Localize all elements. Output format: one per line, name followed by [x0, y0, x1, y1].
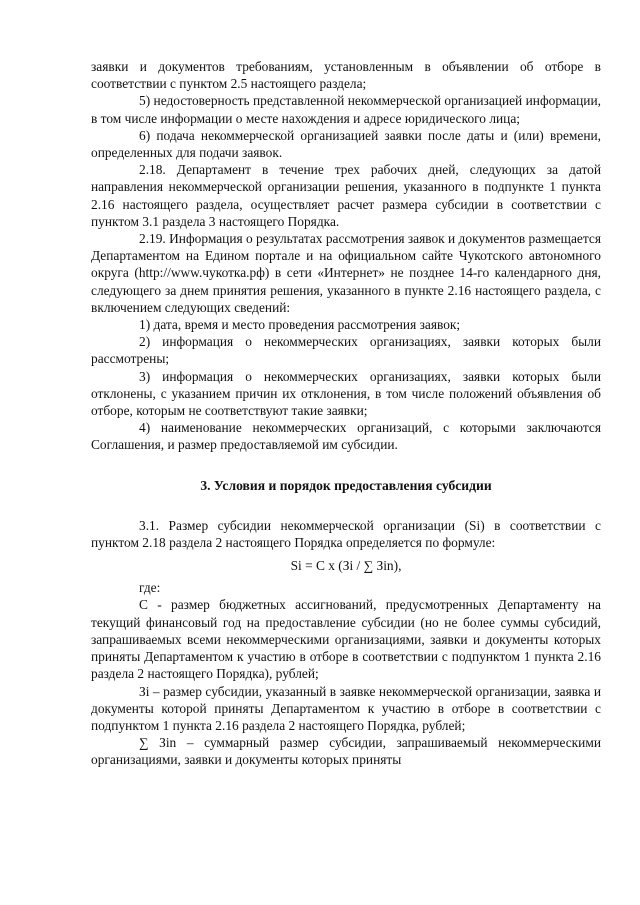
paragraph-continuation: заявки и документов требованиям, установленным в объявлении об отборе в соответствии с пунктом 2.5 настоящего раздела; [91, 59, 601, 92]
formula: Si = C x (Зi / ∑ Зin), [290, 558, 402, 574]
list-item-4: 4) наименование некоммерческих организаций, с которыми заключаются Соглашения, и размер предоставляемой им субсидии. [91, 420, 601, 453]
document-page [91, 58, 601, 769]
paragraph-item-6: 6) подача некоммерческой организацией заявки после даты и (или) времени, определенных для подачи заявок. [91, 127, 601, 161]
where-label: где: [139, 580, 161, 596]
definition-c: C - размер бюджетных ассигнований, предусмотренных Департаменту на текущий финансовый год на предоставление субсидии (но не более суммы субсидий, запрашиваемых всеми некоммерческими организациями, заявки и документы которых приняты Департаментом к участию в отборе в соответствии с подпунктом 1 пункта 2.16 раздела 2 настоящего Порядка), рублей; [91, 597, 601, 682]
paragraph-2-19: 2.19. Информация о результатах рассмотрения заявок и документов размещается Департаментом на Едином портале и на официальном сайте Чукотского автономного округа (http://www.чукотка.рф) в сети «Интернет» не позднее 14-го календарного дня, следующего за днем принятия решения, указанного в пункте 2.16 настоящего раздела, с включением следующих сведений: [91, 231, 601, 315]
paragraph-item-5: 5) недостоверность представленной некоммерческой организацией информации, в том числе информации о месте нахождения и адресе юридического лица; [91, 93, 601, 126]
paragraph-3-1: 3.1. Размер субсидии некоммерческой организации (Si) в соответствии с пунктом 2.18 раздела 2 настоящего Порядка определяется по формуле: [91, 517, 601, 550]
list-item-3: 3) информация о некоммерческих организациях, заявки которых были отклонены, с указанием причин их отклонения, в том числе положений объявления об отборе, которым не соответствуют такие заявки; [91, 368, 601, 419]
section-heading: 3. Условия и порядок предоставления субсидии [200, 477, 492, 493]
list-item-2: 2) информация о некоммерческих организациях, заявки которых были рассмотрены; [91, 334, 601, 367]
definition-zi: Зi – размер субсидии, указанный в заявке некоммерческой организации, заявка и документы которой приняты Департаментом к участию в отборе в соответствии с подпунктом 1 пункта 2.16 раздела 2 настоящего Порядка, рублей; [91, 683, 601, 733]
list-item-1: 1) дата, время и место проведения рассмотрения заявок; [139, 317, 461, 333]
definition-sum-zin: ∑ Зin – суммарный размер субсидии, запрашиваемый некоммерческими организациями, заявки и документы которых приняты [91, 735, 601, 768]
paragraph-2-18: 2.18. Департамент в течение трех рабочих дней, следующих за датой направления некоммерческой организации решения, указанного в подпункте 1 пункта 2.16 настоящего раздела, осуществляет расчет размера субсидии в соответствии с пунктом 3.1 раздела 3 настоящего Порядка. [91, 162, 601, 229]
